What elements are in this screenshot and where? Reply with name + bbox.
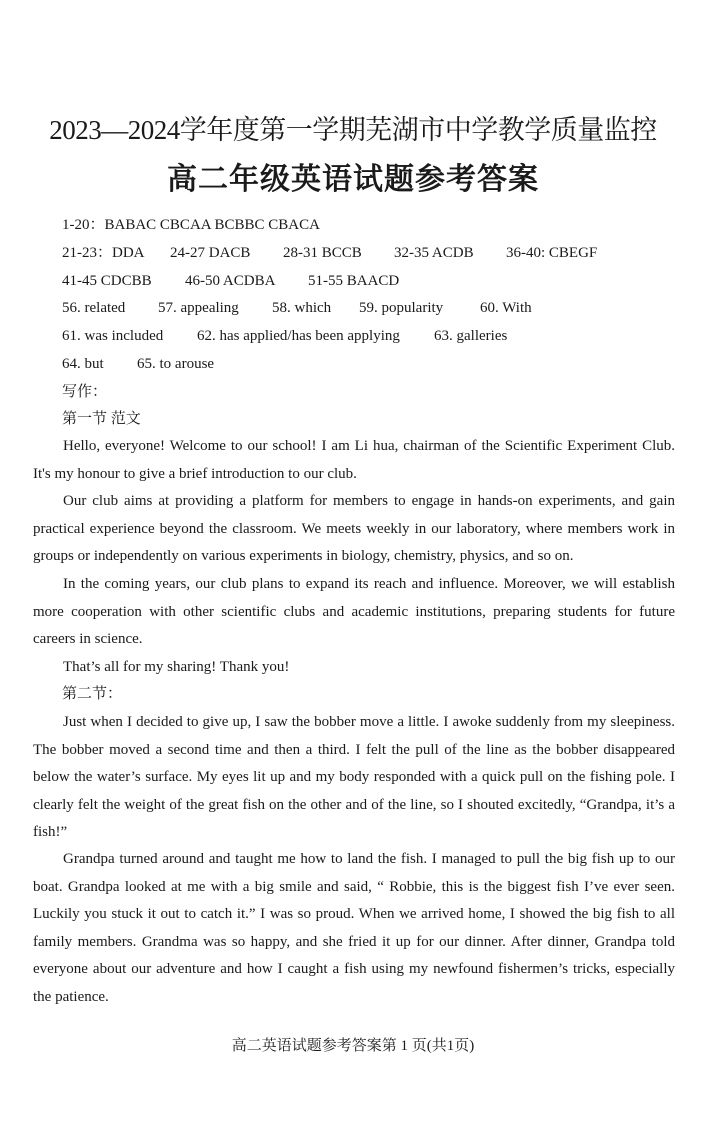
section1-label: 第一节 范文: [62, 411, 141, 427]
answer-item: 63. galleries: [434, 328, 508, 344]
answer-group: 24-27 DACB: [170, 245, 251, 261]
answer-item: 64. but: [62, 356, 104, 372]
answer-group: 41-45 CDCBB: [62, 273, 152, 289]
model-essay-paragraph: Hello, everyone! Welcome to our school! I am Li hua, chairman of the Scientific Experiment Club. It's my honour to give a brief introduction to our club.: [33, 438, 675, 482]
answer-item: 57. appealing: [158, 300, 239, 316]
answer-key-title: 高二年级英语试题参考答案: [167, 162, 539, 197]
answer-item: 61. was included: [62, 328, 164, 344]
answer-group: 28-31 BCCB: [283, 245, 362, 261]
section2-label: 第二节：: [62, 686, 123, 702]
answer-item: 59. popularity: [359, 300, 444, 316]
answer-item: 62. has applied/has been applying: [197, 328, 400, 344]
answer-group: 1-20：BABAC CBCAA BCBBC CBACA: [62, 217, 320, 233]
writing-label: 写作：: [62, 384, 108, 400]
answer-group: 46-50 ACDBA: [185, 273, 276, 289]
page-footer: 高二英语试题参考答案第 1 页(共1页): [231, 1038, 475, 1054]
answer-group: 32-35 ACDB: [394, 245, 474, 261]
answer-item: 60. With: [480, 300, 532, 316]
model-essay-paragraph: Our club aims at providing a platform for members to engage in hands-on experiments, and gain practical experience beyond the classroom. We meets weekly in our laboratory, where members work in groups or independently on various experiments in biology, chemistry, physics, and so on.: [33, 493, 675, 564]
continuation-paragraph: Grandpa turned around and taught me how to land the fish. I managed to pull the big fish up to our boat. Grandpa looked at me with a big smile and said, “ Robbie, this is the biggest fish I’ve ever seen. Luckily you stuck it out to catch it.” I was so proud. When we arrived home, I showed the big fish to all family members. Grandma was so happy, and she fried it up for our dinner. After dinner, Grandpa told everyone about our adventure and how I caught a fish using my newfound fishermen’s tricks, especially the patience.: [33, 851, 675, 1005]
answer-group: 51-55 BAACD: [308, 273, 400, 289]
answer-group: 21-23：DDA: [62, 245, 145, 261]
answer-item: 65. to arouse: [137, 356, 215, 372]
answer-item: 56. related: [62, 300, 126, 316]
model-essay-paragraph: That’s all for my sharing! Thank you!: [63, 659, 290, 675]
exam-title: 2023—2024学年度第一学期芜湖市中学教学质量监控: [49, 115, 657, 145]
answer-group: 36-40: CBEGF: [506, 245, 598, 261]
answer-item: 58. which: [272, 300, 332, 316]
model-essay-paragraph: In the coming years, our club plans to expand its reach and influence. Moreover, we will establish more cooperation with other scientific clubs and academic institutions, preparing students for future careers in science.: [33, 576, 675, 647]
continuation-paragraph: Just when I decided to give up, I saw the bobber move a little. I awoke suddenly from my sleepiness. The bobber moved a second time and then a third. I felt the pull of the line as the bobber disappeared below the water’s surface. My eyes lit up and my body responded with a quick pull on the fishing pole. I clearly felt the weight of the great fish on the other and of the line, so I shouted excitedly, “Grandpa, it’s a fish!”: [33, 714, 675, 840]
